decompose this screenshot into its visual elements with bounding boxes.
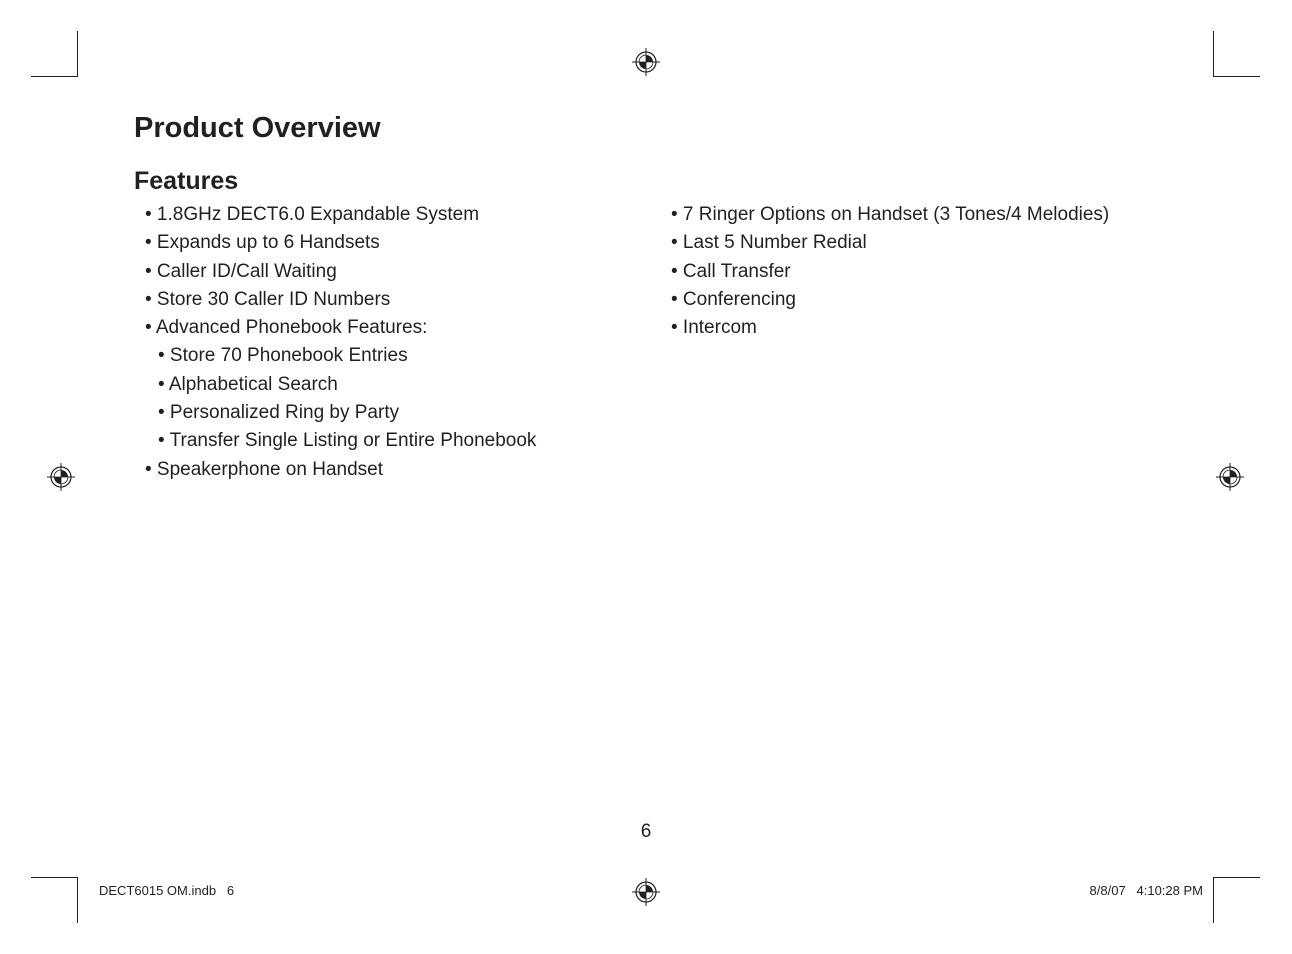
- registration-mark-top-icon: [632, 48, 660, 76]
- feature-item: • Caller ID/Call Waiting: [145, 260, 337, 282]
- feature-subitem: • Transfer Single Listing or Entire Phonebook: [158, 430, 537, 452]
- crop-mark-bottom-right-horizontal: [1214, 877, 1260, 878]
- feature-subitem: • Personalized Ring by Party: [158, 402, 400, 424]
- feature-item: • Last 5 Number Redial: [671, 232, 867, 254]
- feature-item: • Intercom: [671, 317, 757, 339]
- page-number: 6: [640, 821, 652, 842]
- feature-item: • 7 Ringer Options on Handset (3 Tones/4 Melodies): [671, 204, 1110, 225]
- section-title-features: Features: [134, 167, 239, 195]
- crop-mark-bottom-left-horizontal: [31, 877, 77, 878]
- registration-mark-right-icon: [1216, 463, 1244, 491]
- feature-list-right: [671, 201, 1109, 342]
- feature-item: • 1.8GHz DECT6.0 Expandable System: [145, 204, 480, 225]
- feature-item: • Speakerphone on Handset: [145, 458, 383, 480]
- crop-mark-bottom-right-vertical: [1213, 877, 1214, 923]
- feature-subitem: • Store 70 Phonebook Entries: [158, 345, 408, 367]
- registration-mark-bottom-icon: [632, 878, 660, 906]
- crop-mark-top-right-horizontal: [1214, 76, 1260, 77]
- feature-item: • Conferencing: [671, 288, 796, 310]
- feature-item: • Advanced Phonebook Features:: [145, 317, 428, 339]
- slug-filename: DECT6015 OM.indb 6: [99, 883, 235, 898]
- feature-item: • Store 30 Caller ID Numbers: [145, 288, 391, 310]
- page-title: Product Overview: [134, 112, 381, 144]
- slug-timestamp: 8/8/07 4:10:28 PM: [1089, 883, 1203, 898]
- feature-subitem: • Alphabetical Search: [158, 373, 338, 395]
- crop-mark-bottom-left-vertical: [77, 877, 78, 923]
- crop-mark-top-left-horizontal: [31, 76, 77, 77]
- crop-mark-top-right-vertical: [1213, 31, 1214, 77]
- registration-mark-left-icon: [47, 463, 75, 491]
- feature-item: • Expands up to 6 Handsets: [145, 232, 380, 254]
- crop-mark-top-left-vertical: [77, 31, 78, 77]
- feature-item: • Call Transfer: [671, 260, 791, 282]
- feature-list-left: [145, 201, 536, 484]
